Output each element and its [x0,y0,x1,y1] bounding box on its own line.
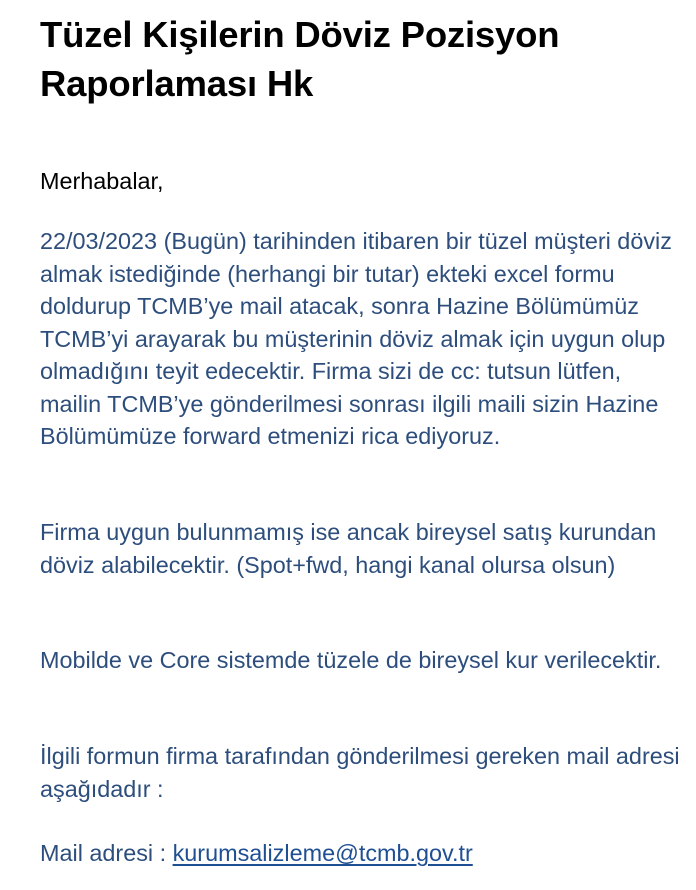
mail-address-label: Mail adresi : [40,840,173,866]
email-subject: Tüzel Kişilerin Döviz Pozisyon Raporlaması Hk [40,14,560,104]
email-paragraph: Firma uygun bulunmamış ise ancak bireysel satış kurundan döviz alabilecektir. (Spot+fwd, hangi kanal olursa olsun) [40,519,657,578]
mail-address-link[interactable]: kurumsalizleme@tcmb.gov.tr [172,840,473,866]
email-paragraph: İlgili formun firma tarafından gönderilmesi gereken mail adresi aşağıdadır : [40,743,680,802]
email-paragraph: 22/03/2023 (Bugün) tarihinden itibaren bir tüzel müşteri döviz almak istediğinde (herhangi bir tutar) ekteki excel formu doldurup TCMB’ye mail atacak, sonra Hazine Bölümümüz TCMB’yi arayarak bu müşterinin döviz almak için uygun olup olmadığını teyit edecektir. Firma sizi de cc: tutsun lütfen, mailin TCMB’ye gönderilmesi sonrası ilgili maili sizin Hazine Bölümümüze forward etmenizi rica ediyoruz. [40,228,672,449]
mail-address-line [40,837,680,870]
email-greeting: Merhabalar, [40,168,164,194]
email-paragraph: Mobilde ve Core sistemde tüzele de bireysel kur verilecektir. [40,647,662,673]
